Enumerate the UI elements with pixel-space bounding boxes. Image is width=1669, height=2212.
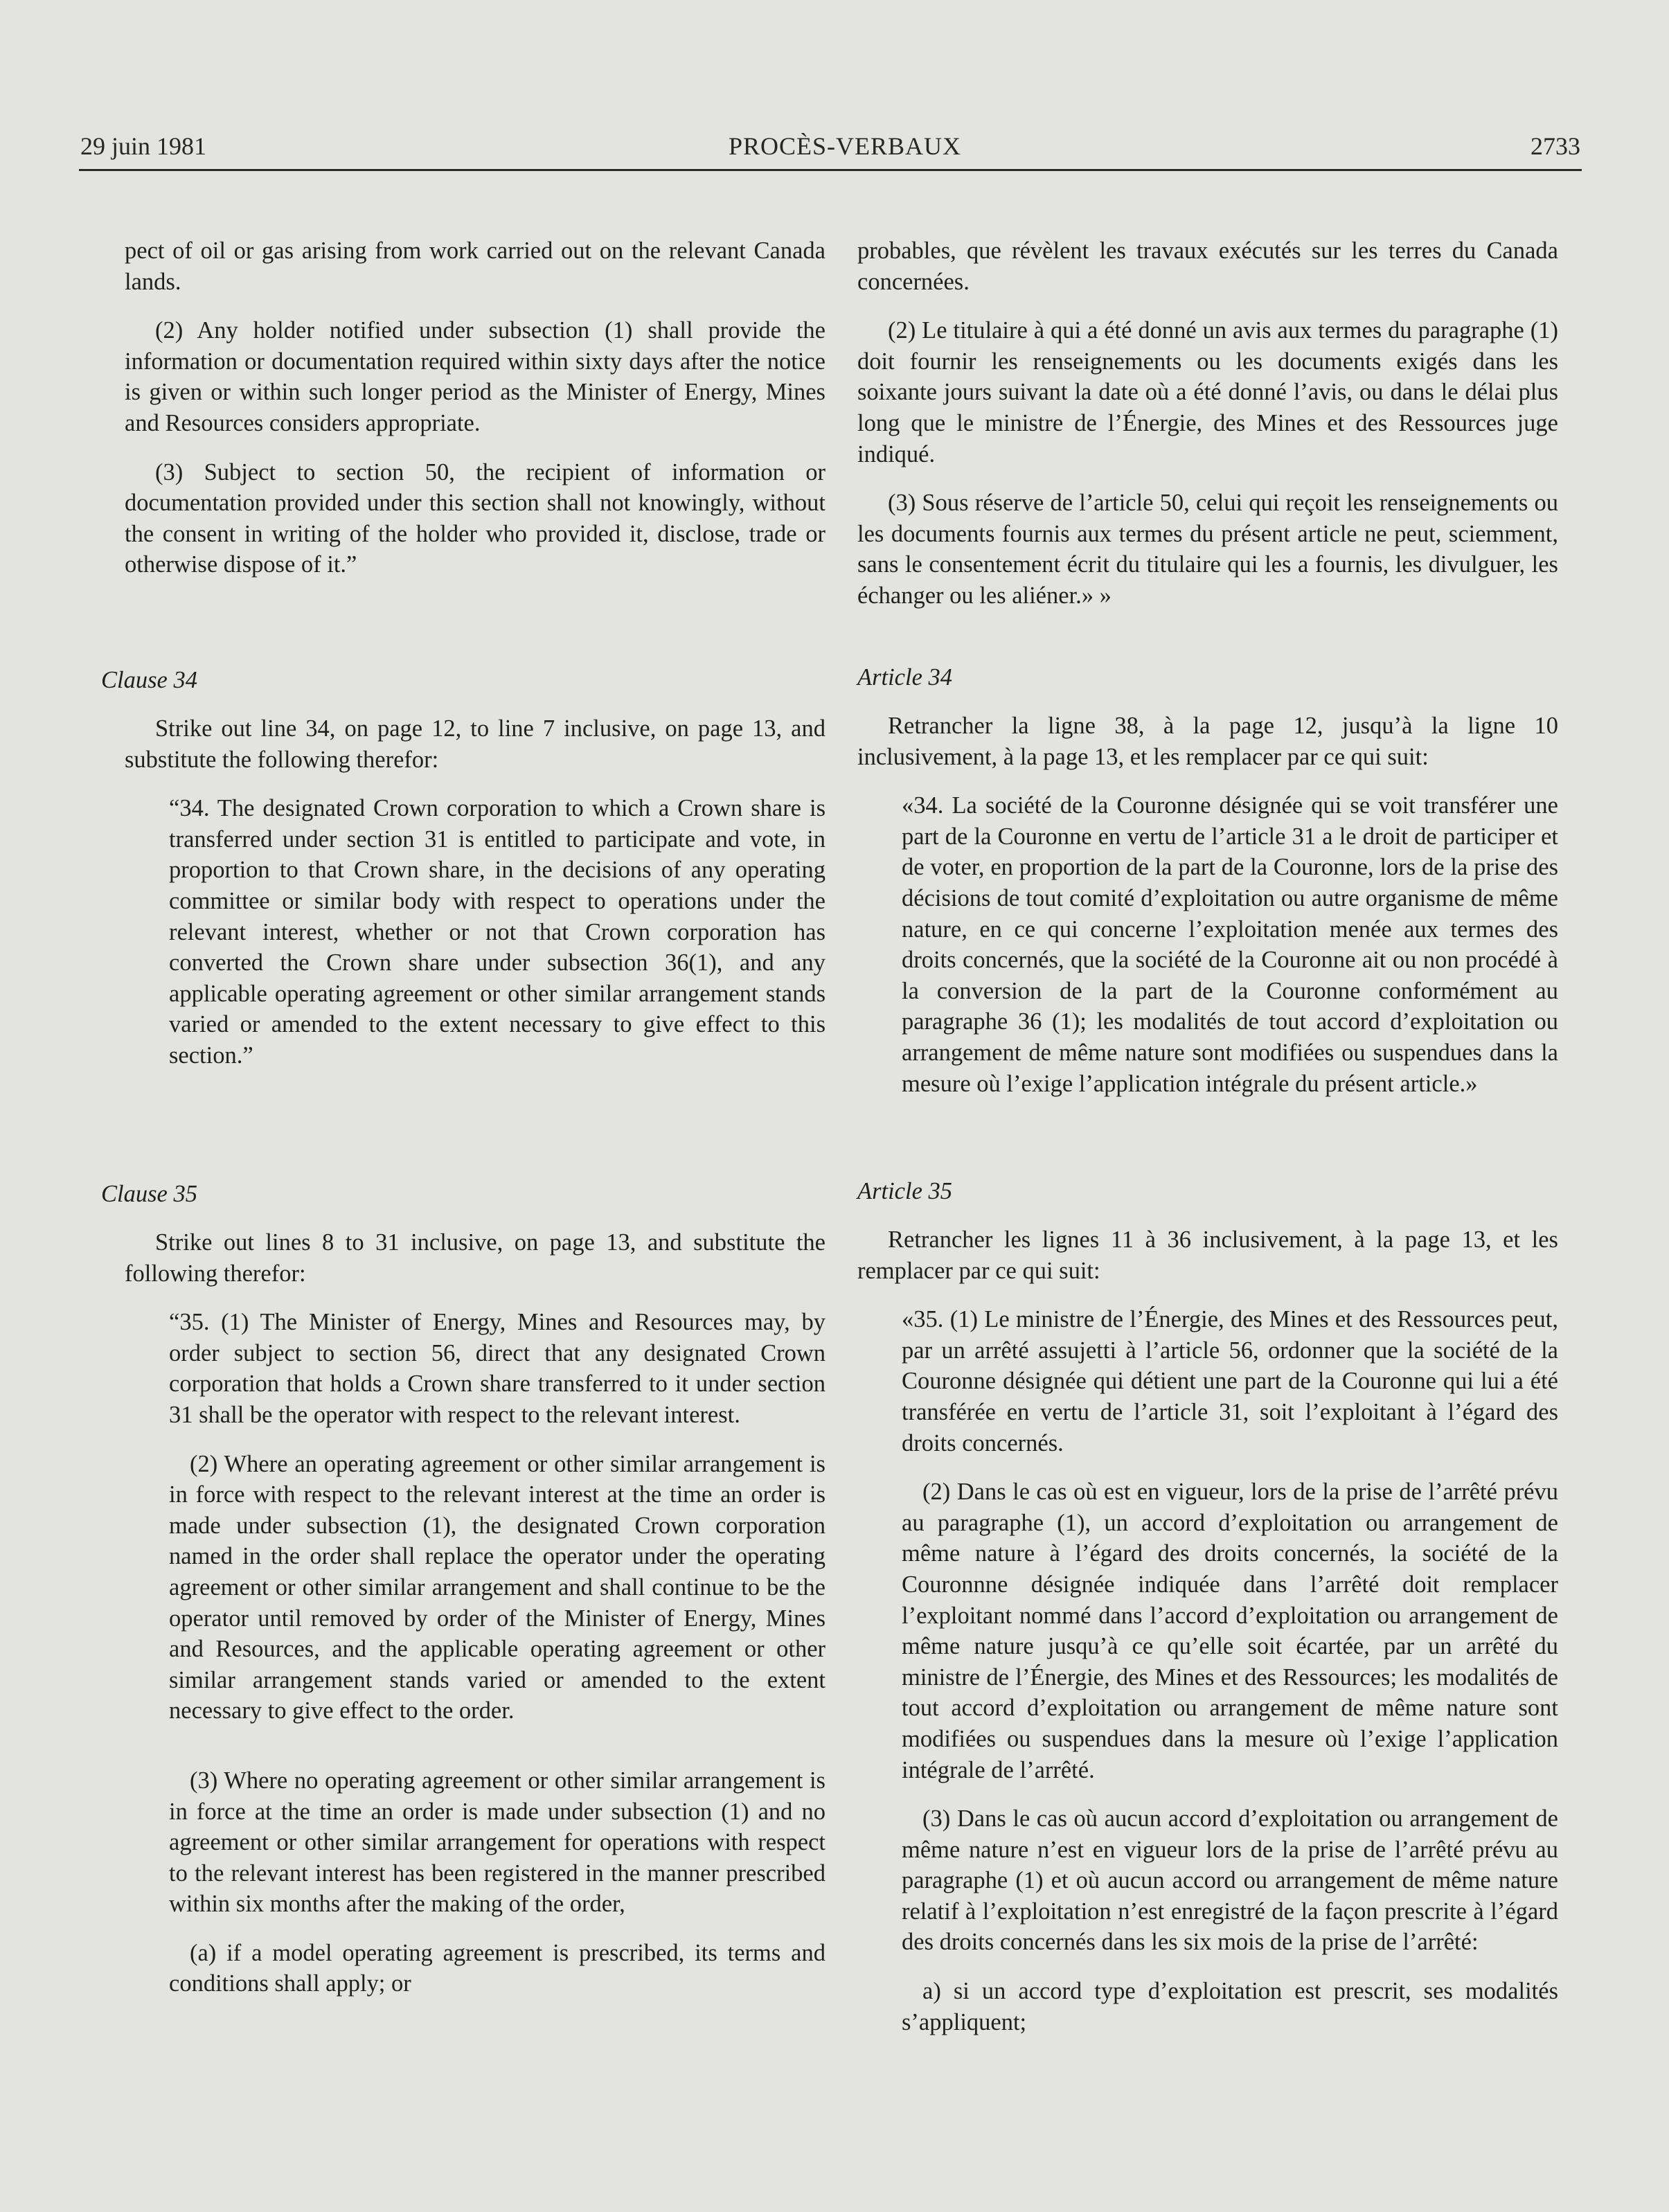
english-top-section [125, 235, 825, 598]
page-number: 2733 [1530, 132, 1580, 160]
english-quoted-section: (a) if a model operating agreement is prescribed, its terms and conditions shall apply; or [169, 1939, 825, 1997]
english-quoted-section: “35. (1) The Minister of Energy, Mines and Resources may, by order subject to section 56, direct that any designated Crown corporation that holds a Crown share transferred to it under section 31 shall be the operator with respect to the relevant interest. [169, 1309, 825, 1428]
article-35-heading: Article 35 [857, 1178, 953, 1204]
french-paragraph: (2) Le titulaire à qui a été donné un avis aux termes du paragraphe (1) doit fournir les renseignements ou les documents exigés dans les soixante jours suivant la date où a été donné l’avis, ou dans le délai plus long que le ministre de l’Énergie, des Mines et des Ressources juge indiqué. [857, 317, 1558, 467]
french-paragraph: (3) Sous réserve de l’article 50, celui qui reçoit les renseignements ou les documents fournis aux termes du présent article ne peut, sciemment, sans le consentement écrit du titulaire qui les a fournis, les divulguer, les échanger ou les aliéner.» » [857, 490, 1558, 609]
english-paragraph: (3) Subject to section 50, the recipient of information or documentation provided under this section shall not knowingly, without the consent in writing of the holder who provided it, disclose, trade or otherwise dispose of it.” [125, 458, 825, 578]
french-quoted-section: (3) Dans le cas où aucun accord d’exploitation ou arrangement de même nature n’est en vigueur lors de la prise de l’arrêté prévu au paragraphe (1) et où aucun accord ou arrangement de même nature relatif à l’exploitation n’est enregistré de la façon prescrite à l’égard des droits concernés dans les six mois de la prise de l’arrêté: [902, 1805, 1558, 1956]
clause-34-heading: Clause 34 [101, 667, 197, 693]
english-paragraph: Strike out line 34, on page 12, to line 7 inclusive, on page 13, and substitute the following therefor: [125, 715, 825, 773]
article-34-heading: Article 34 [857, 664, 953, 690]
article-34-body [857, 711, 1558, 1117]
french-quoted-section: (2) Dans le cas où est en vigueur, lors de la prise de l’arrêté prévu au paragraphe (1), un accord d’exploitation ou arrangement de même nature à l’égard des droits concernés, la société de la Couronnne désignée indiquée dans l’arrêté doit remplacer l’exploitant nommé dans l’accord d’exploitation ou arrangement de même nature jusqu’à ce qu’elle soit écartée, par un arrêté du ministre de l’Énergie, des Mines et des Ressources; les modalités de tout accord d’exploitation ou arrangement de même nature sont modifiées ou suspendues dans la mesure où l’exige l’application intégrale de l’arrêté. [902, 1479, 1558, 1783]
clause-35-body [125, 1227, 825, 2017]
header-date: 29 juin 1981 [80, 132, 207, 160]
english-quoted-section: “34. The designated Crown corporation to which a Crown share is transferred under section 31 is entitled to participate and vote, in proportion to that Crown share, in the decisions of any operating committee or similar body with respect to operations under the relevant interest, whether or not that Crown corporation has converted the Crown share under subsection 36(1), and any applicable operating agreement or other similar arrangement stands varied or amended to the extent necessary to give effect to this section.” [169, 795, 825, 1069]
article-35-body [857, 1224, 1558, 2055]
english-paragraph: Strike out lines 8 to 31 inclusive, on page 13, and substitute the following therefor: [125, 1229, 825, 1287]
english-paragraph: pect of oil or gas arising from work carried out on the relevant Canada lands. [125, 238, 825, 295]
header-title: PROCÈS-VERBAUX [728, 132, 962, 160]
french-paragraph: probables, que révèlent les travaux exécutés sur les terres du Canada concernées. [857, 238, 1558, 295]
english-quoted-section: (3) Where no operating agreement or other similar arrangement is in force at the time an order is made under subsection (1) and no agreement or other similar arrangement for operations with respect to the relevant interest has been registered in the manner prescribed within six months after the making of the order, [169, 1767, 825, 1918]
french-quoted-section: «34. La société de la Couronne désignée qui se voit transférer une part de la Couronne en vertu de l’article 31 a le droit de participer et de voter, en proportion de la part de la Couronne, lors de la prise des décisions de tout comité d’exploitation ou autre organisme de même nature, en ce qui concerne l’exploitation menée aux termes des droits concernés, que la société de la Couronne ait ou non procédé à la conversion de la part de la Couronne conformément au paragraphe 36 (1); les modalités de tout accord d’exploitation ou arrangement de même nature sont modifiées ou suspendues dans la mesure où l’exige l’application intégrale du présent article.» [902, 792, 1558, 1097]
french-paragraph: Retrancher les lignes 11 à 36 inclusivement, à la page 13, et les remplacer par ce qui suit: [857, 1227, 1558, 1284]
french-column [857, 235, 1558, 630]
french-quoted-section: «35. (1) Le ministre de l’Énergie, des Mines et des Ressources peut, par un arrêté assujetti à l’article 56, ordonner que la société de la Couronne désignée qui détient une part de la Couronne qui lui a été transférée en vertu de l’article 31, soit l’exploitant à l’égard des droits concernés. [902, 1306, 1558, 1456]
english-paragraph: (2) Any holder notified under subsection (1) shall provide the information or documentation required within sixty days after the notice is given or within such longer period as the Minister of Energy, Mines and Resources considers appropriate. [125, 317, 825, 436]
english-quoted-section: (2) Where an operating agreement or other similar arrangement is in force with respect to the relevant interest at the time an order is made under subsection (1), the designated Crown corporation named in the order shall replace the operator under the operating agreement or other similar arrangement and shall continue to be the operator until removed by order of the Minister of Energy, Mines and Resources, and the applicable operating agreement or other similar arrangement stands varied or amended to the extent necessary to give effect to the order. [169, 1450, 825, 1724]
header-rule [79, 169, 1582, 171]
french-quoted-section: a) si un accord type d’exploitation est prescrit, ses modalités s’appliquent; [902, 1978, 1558, 2035]
clause-34-body [125, 713, 825, 1089]
clause-35-heading: Clause 35 [101, 1181, 197, 1207]
french-paragraph: Retrancher la ligne 38, à la page 12, jusqu’à la ligne 10 inclusivement, à la page 13, et les remplacer par ce qui suit: [857, 713, 1558, 770]
